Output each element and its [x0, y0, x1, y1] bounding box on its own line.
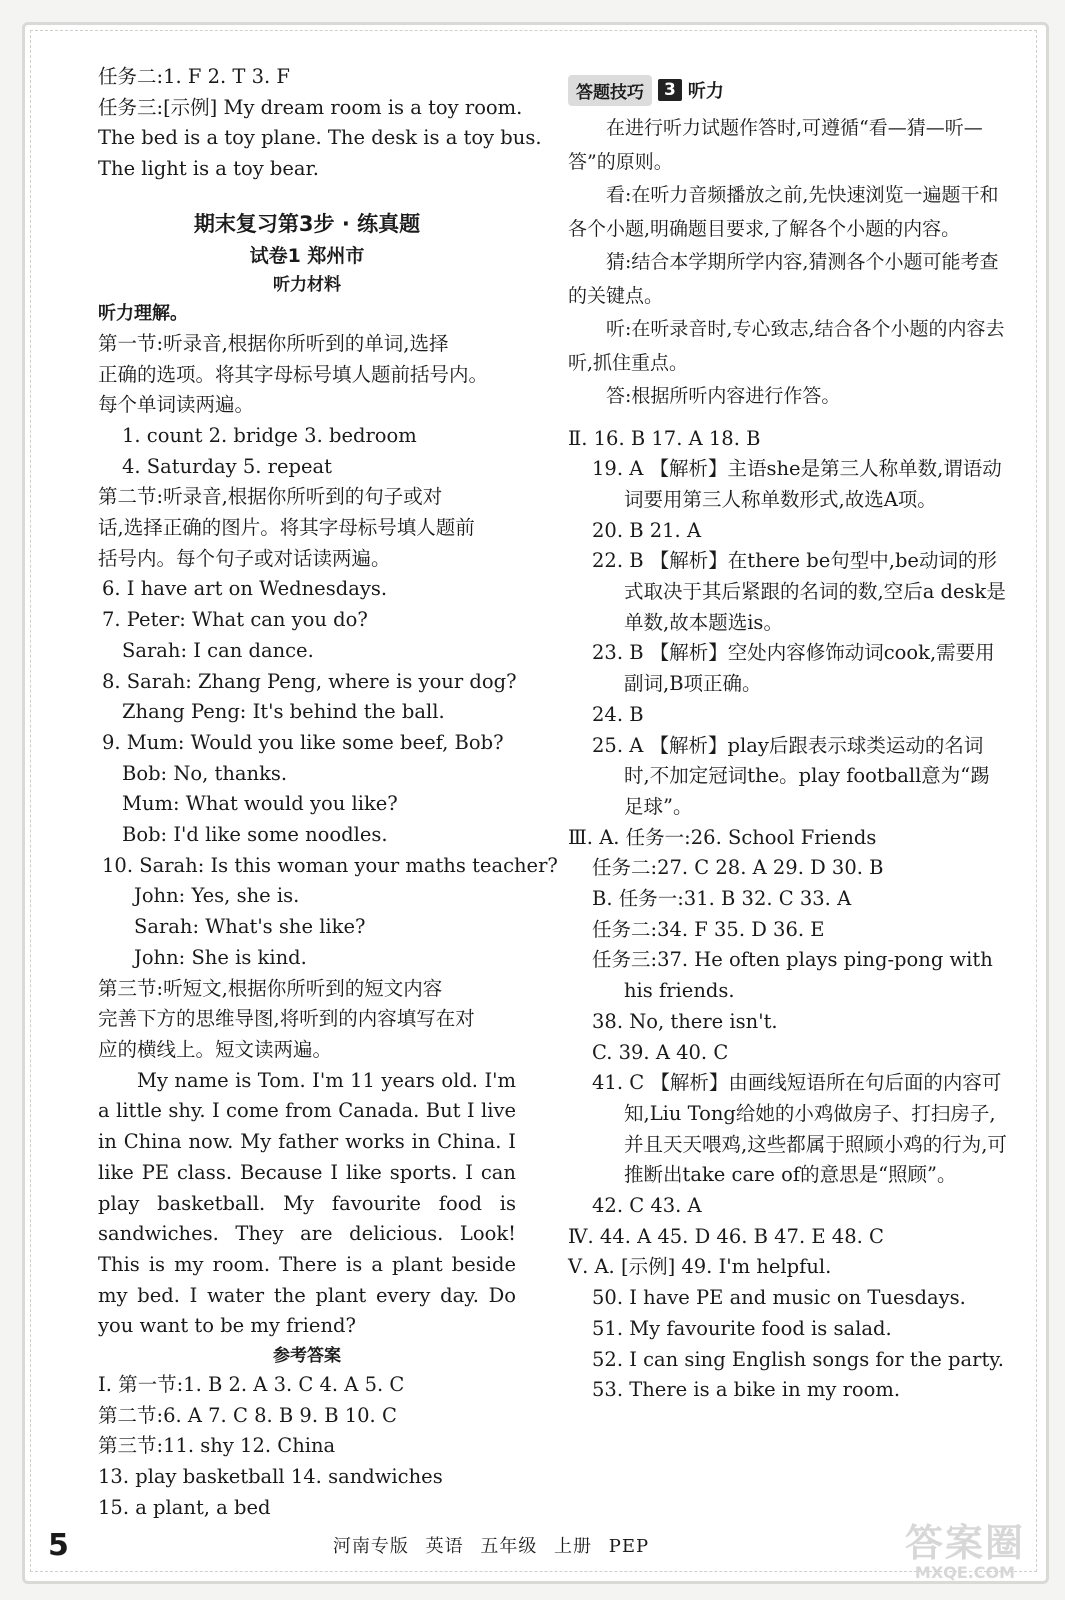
answer-line: 13. play basketball 14. sandwiches [98, 1465, 443, 1489]
part1-instructions [98, 329, 516, 421]
watermark [905, 1522, 1025, 1582]
answer-line: Ⅱ. 16. B 17. A 18. B [568, 426, 761, 450]
dialogue-line: 8. Sarah: Zhang Peng, where is your dog? [102, 669, 517, 693]
part1-words [98, 421, 516, 482]
tip-number: 3 [658, 79, 682, 101]
dialogue-list [98, 574, 558, 973]
answer-line: 22. B 【解析】在there be句型中,be动词的形式取决于其后紧跟的名词的数,空后a desk是单数,故本题选is。 [592, 549, 1006, 634]
answer-line: 20. B 21. A [592, 518, 702, 542]
dialogue-line: Bob: No, thanks. [122, 761, 288, 785]
left-column [98, 62, 558, 1524]
answer-line: 15. a plant, a bed [98, 1495, 271, 1519]
right-answer-list [568, 424, 1008, 1407]
part3-instructions [98, 974, 516, 1066]
answer-line: Ⅴ. A. [示例] 49. I'm helpful. [568, 1255, 832, 1279]
watermark-logo: 答案圈 [904, 1521, 1025, 1565]
answer-line: 第二节:6. A 7. C 8. B 9. B 10. C [98, 1403, 397, 1427]
intro-line: 任务三:[示例] My dream room is a toy room. [98, 95, 523, 119]
dialogue-line: John: She is kind. [134, 945, 307, 969]
dialogue-line: 9. Mum: Would you like some beef, Bob? [102, 730, 504, 754]
answer-line: 第三节:11. shy 12. China [98, 1434, 336, 1458]
dialogue-line: 10. Sarah: Is this woman your maths teacher? [102, 853, 558, 877]
footer-text: 河南专版 英语 五年级 上册 PEP [332, 1536, 650, 1557]
word-line: 4. Saturday 5. repeat [122, 454, 332, 478]
answer-line: 任务二:34. F 35. D 36. E [592, 917, 825, 941]
tip-paragraph: 猜:结合本学期所学内容,猜测各个小题可能考查的关键点。 [568, 251, 999, 307]
answer-line: 52. I can sing English songs for the party. [592, 1347, 1004, 1371]
listening-heading: 听力理解。 [98, 302, 188, 324]
answer-line: C. 39. A 40. C [592, 1040, 729, 1064]
answer-line: 41. C 【解析】由画线短语所在句后面的内容可知,Liu Tong给她的小鸡做房子、打扫房子,并且天天喂鸡,这些都属于照顾小鸡的行为,可推断出take care of的意思是“照顾”。 [592, 1071, 1007, 1187]
answer-line: 任务二:27. C 28. A 29. D 30. B [592, 856, 884, 880]
intro-line: 任务二:1. F 2. T 3. F [98, 65, 290, 88]
answer-line: 任务三:37. He often plays ping-pong with his friends. [592, 948, 993, 1003]
tip-paragraph: 在进行听力试题作答时,可遵循“看—猜—听—答”的原则。 [568, 117, 983, 173]
dialogue-line: 6. I have art on Wednesdays. [102, 577, 388, 601]
tip-title: 听力 [687, 81, 724, 102]
dialogue-line: 7. Peter: What can you do? [102, 608, 368, 632]
section-title: 期末复习第3步 · 练真题 [193, 211, 421, 236]
instruction-line: 应的横线上。短文读两遍。 [98, 1037, 333, 1061]
instruction-line: 第二节:听录音,根据你所听到的句子或对 [98, 485, 443, 509]
page-number: 5 [48, 1527, 69, 1563]
instruction-line: 正确的选项。将其字母标号填人题前括号内。 [98, 362, 489, 386]
tip-paragraph: 听:在听录音时,专心致志,结合各个小题的内容去听,抓住重点。 [568, 318, 1005, 374]
page-footer [48, 1525, 1028, 1565]
intro-line: The bed is a toy plane. The desk is a toy bus. [98, 126, 542, 150]
instruction-line: 括号内。每个句子或对话读两遍。 [98, 546, 391, 570]
listening-passage: My name is Tom. I'm 11 years old. I'm a little shy. I come from Canada. But I live in China now. My father works in China. I like PE class. Because I like sports. I can play basketball. My favourite food is sandwiches. They are delicious. Look! This is my room. There is a plant beside my bed. I water the plant every day. Do you want to be my friend? [98, 1068, 516, 1338]
dialogue-line: Mum: What would you like? [122, 792, 398, 816]
part2-instructions [98, 482, 516, 574]
answer-line: Ⅳ. 44. A 45. D 46. B 47. E 48. C [568, 1224, 884, 1248]
answer-line: B. 任务一:31. B 32. C 33. A [592, 887, 852, 911]
tip-tag: 答题技巧 [568, 75, 652, 106]
answer-line: 25. A 【解析】play后跟表示球类运动的名词时,不加定冠词the。play football意为“踢足球”。 [592, 733, 990, 818]
intro-line: The light is a toy bear. [98, 157, 319, 181]
right-column [568, 72, 1008, 1406]
left-answer-list [98, 1370, 516, 1524]
tip-paragraph: 答:根据所听内容进行作答。 [606, 385, 841, 407]
answer-line: 19. A 【解析】主语she是第三人称单数,谓语动词要用第三人称单数形式,故选A项。 [592, 457, 1002, 511]
answer-line: 50. I have PE and music on Tuesdays. [592, 1286, 966, 1310]
instruction-line: 话,选择正确的图片。将其字母标号填人题前 [98, 516, 475, 540]
answer-line: 53. There is a bike in my room. [592, 1378, 901, 1402]
paper-subtitle: 试卷1 郑州市 [249, 244, 365, 267]
materials-heading: 听力材料 [273, 274, 341, 295]
instruction-line: 每个单词读两遍。 [98, 393, 255, 417]
answer-line: 42. C 43. A [592, 1194, 702, 1218]
dialogue-line: Sarah: What's she like? [134, 915, 366, 939]
dialogue-line: Bob: I'd like some noodles. [122, 823, 388, 847]
dialogue-line: Zhang Peng: It's behind the ball. [122, 700, 445, 724]
answer-line: 51. My favourite food is salad. [592, 1316, 892, 1340]
dialogue-line: John: Yes, she is. [134, 884, 300, 908]
answer-line: 24. B [592, 702, 644, 726]
left-intro [98, 62, 542, 185]
instruction-line: 第一节:听录音,根据你所听到的单词,选择 [98, 331, 449, 355]
tip-paragraphs [568, 112, 1008, 414]
answer-line: 38. No, there isn't. [592, 1009, 778, 1033]
tip-paragraph: 看:在听力音频播放之前,先快速浏览一遍题干和各个小题,明确题目要求,了解各个小题的内容。 [568, 184, 999, 240]
answer-line: Ⅲ. A. 任务一:26. School Friends [568, 825, 877, 849]
dialogue-line: Sarah: I can dance. [122, 638, 314, 662]
answer-line: 23. B 【解析】空处内容修饰动词cook,需要用副词,B项正确。 [592, 641, 995, 696]
answer-line: Ⅰ. 第一节:1. B 2. A 3. C 4. A 5. C [98, 1373, 405, 1397]
instruction-line: 完善下方的思维导图,将听到的内容填写在对 [98, 1007, 475, 1031]
watermark-url: MXQE.COM [914, 1563, 1016, 1582]
tip-header [568, 72, 1008, 108]
answers-heading: 参考答案 [273, 1346, 341, 1367]
word-line: 1. count 2. bridge 3. bedroom [122, 423, 417, 447]
instruction-line: 第三节:听短文,根据你所听到的短文内容 [98, 976, 443, 1000]
